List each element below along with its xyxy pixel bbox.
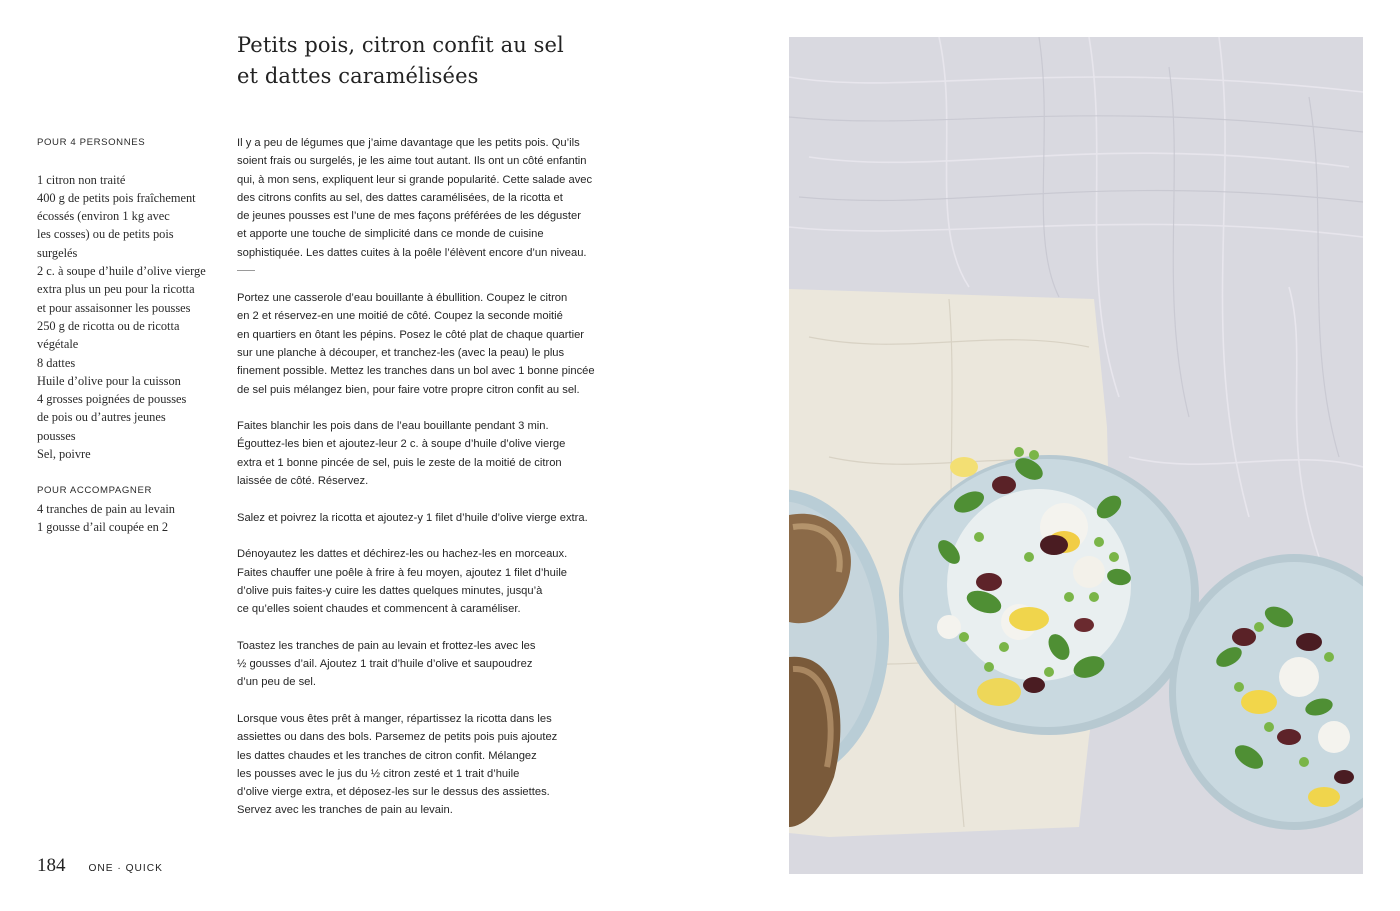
accompaniment-heading: POUR ACCOMPAGNER	[37, 484, 152, 496]
section-divider	[237, 270, 255, 271]
intro-paragraph	[237, 134, 637, 262]
method-step	[237, 710, 637, 820]
text-line: ½ gousses d’ail. Ajoutez 1 trait d’huile d’olive et saupoudrez	[237, 658, 533, 671]
text-line: de sel puis mélangez bien, pour faire votre propre citron confit au sel.	[237, 383, 580, 396]
ingredient-item	[37, 390, 222, 445]
ingredient-line: 8 dattes	[37, 355, 76, 370]
ingredient-line: 250 g de ricotta ou de ricotta	[37, 318, 180, 333]
ingredient-line: extra plus un peu pour la ricotta	[37, 282, 195, 297]
method-step	[237, 545, 637, 618]
text-line: d’olive vierge extra, et déposez-les sur le dessus des assiettes.	[237, 786, 550, 799]
ingredient-item	[37, 445, 222, 463]
text-line: Toastez les tranches de pain au levain et frottez-les avec les	[237, 639, 536, 652]
ingredient-line: 4 grosses poignées de pousses	[37, 392, 187, 407]
text-line: assiettes ou dans des bols. Parsemez de petits pois puis ajoutez	[237, 731, 558, 744]
ingredient-list	[37, 171, 222, 464]
ingredient-item	[37, 317, 222, 354]
page-footer	[37, 855, 163, 879]
ingredient-line: les cosses) ou de petits pois	[37, 227, 174, 242]
ingredient-line: Huile d’olive pour la cuisson	[37, 373, 181, 388]
ingredient-line: 1 citron non traité	[37, 172, 126, 187]
text-line: Il y a peu de légumes que j’aime davantage que les petits pois. Qu’ils	[237, 137, 580, 149]
ingredient-line: végétale	[37, 337, 79, 352]
dish-illustration	[789, 37, 1363, 874]
ingredient-line: écossés (environ 1 kg avec	[37, 209, 170, 224]
text-line: en 2 et réservez-en une moitié de côté. Coupez la seconde moitié	[237, 310, 563, 323]
text-line: laissée de côté. Réservez.	[237, 475, 369, 488]
text-line: sophistiquée. Les dattes cuites à la poêle l’élèvent encore d’un niveau.	[237, 246, 587, 259]
recipe-title	[237, 30, 667, 92]
text-line: soient frais ou surgelés, je les aime tout autant. Ils ont un côté enfantin	[237, 155, 587, 168]
dish-photo	[789, 37, 1363, 874]
ingredient-line: 1 gousse d’ail coupée en 2	[37, 520, 169, 535]
ingredient-line: Sel, poivre	[37, 447, 91, 462]
ingredient-item	[37, 354, 222, 372]
text-line: Servez avec les tranches de pain au levain.	[237, 804, 453, 817]
text-line: d’un peu de sel.	[237, 676, 316, 689]
ingredient-line: 2 c. à soupe d’huile d’olive vierge	[37, 264, 206, 279]
method-step	[237, 289, 637, 399]
text-line: les pousses avec le jus du ½ citron zesté et 1 trait d’huile	[237, 767, 520, 780]
ingredient-line: pousses	[37, 428, 76, 443]
text-line: Salez et poivrez la ricotta et ajoutez-y 1 filet d’huile d’olive vierge extra.	[237, 511, 588, 524]
ingredient-item	[37, 171, 222, 189]
text-line: les dattes chaudes et les tranches de citron confit. Mélangez	[237, 749, 537, 762]
text-line: en quartiers en ôtant les pépins. Posez le côté plat de chaque quartier	[237, 328, 585, 341]
section-name: ONE · QUICK	[88, 863, 163, 874]
accompaniment-item	[37, 518, 222, 536]
servings-label: POUR 4 PERSONNES	[37, 137, 146, 148]
text-line: qui, à mon sens, expliquent leur si grande popularité. Cette salade avec	[237, 173, 593, 186]
ingredient-line: surgelés	[37, 245, 78, 260]
text-line: Égouttez-les bien et ajoutez-leur 2 c. à soupe d’huile d’olive vierge	[237, 438, 566, 451]
recipe-title-line: et dattes caramélisées	[237, 64, 479, 88]
ingredient-line: 4 tranches de pain au levain	[37, 501, 175, 516]
accompaniment-item	[37, 500, 222, 518]
page-number: 184	[37, 855, 66, 876]
text-line: Faites blanchir les pois dans de l’eau bouillante pendant 3 min.	[237, 420, 549, 433]
text-line: d’olive puis faites-y cuire les dattes quelques minutes, jusqu’à	[237, 584, 543, 597]
method-step	[237, 637, 637, 692]
text-line: Lorsque vous êtes prêt à manger, répartissez la ricotta dans les	[237, 712, 552, 725]
method-step	[237, 509, 637, 527]
recipe-title-line: Petits pois, citron confit au sel	[237, 33, 564, 57]
text-line: et apporte une touche de simplicité dans ce monde de cuisine	[237, 228, 544, 241]
text-line: de jeunes pousses est l’une de mes façons préférées de les déguster	[237, 210, 581, 223]
text-line: finement possible. Mettez les tranches dans un bol avec 1 bonne pincée	[237, 365, 595, 378]
text-line: Faites chauffer une poêle à frire à feu moyen, ajoutez 1 filet d’huile	[237, 566, 568, 579]
text-line: ce qu’elles soient chaudes et commencent à caraméliser.	[237, 603, 521, 616]
ingredients-column	[37, 134, 222, 537]
method-column	[237, 134, 637, 838]
text-line: Dénoyautez les dattes et déchirez-les ou hachez-les en morceaux.	[237, 548, 568, 561]
accompaniment-list	[37, 500, 222, 537]
ingredient-line: 400 g de petits pois fraîchement	[37, 190, 196, 205]
ingredient-line: et pour assaisonner les pousses	[37, 300, 191, 315]
text-line: extra et 1 bonne pincée de sel, puis le zeste de la moitié de citron	[237, 456, 562, 469]
ingredient-line: de pois ou d’autres jeunes	[37, 410, 166, 425]
method-step	[237, 417, 637, 490]
ingredient-item	[37, 189, 222, 262]
text-line: des citrons confits au sel, des dattes caramélisées, de la ricotta et	[237, 191, 563, 204]
ingredient-item	[37, 372, 222, 390]
text-line: Portez une casserole d’eau bouillante à ébullition. Coupez le citron	[237, 292, 568, 305]
text-line: sur une planche à découper, et tranchez-les (avec la peau) le plus	[237, 346, 565, 359]
ingredient-item	[37, 262, 222, 317]
